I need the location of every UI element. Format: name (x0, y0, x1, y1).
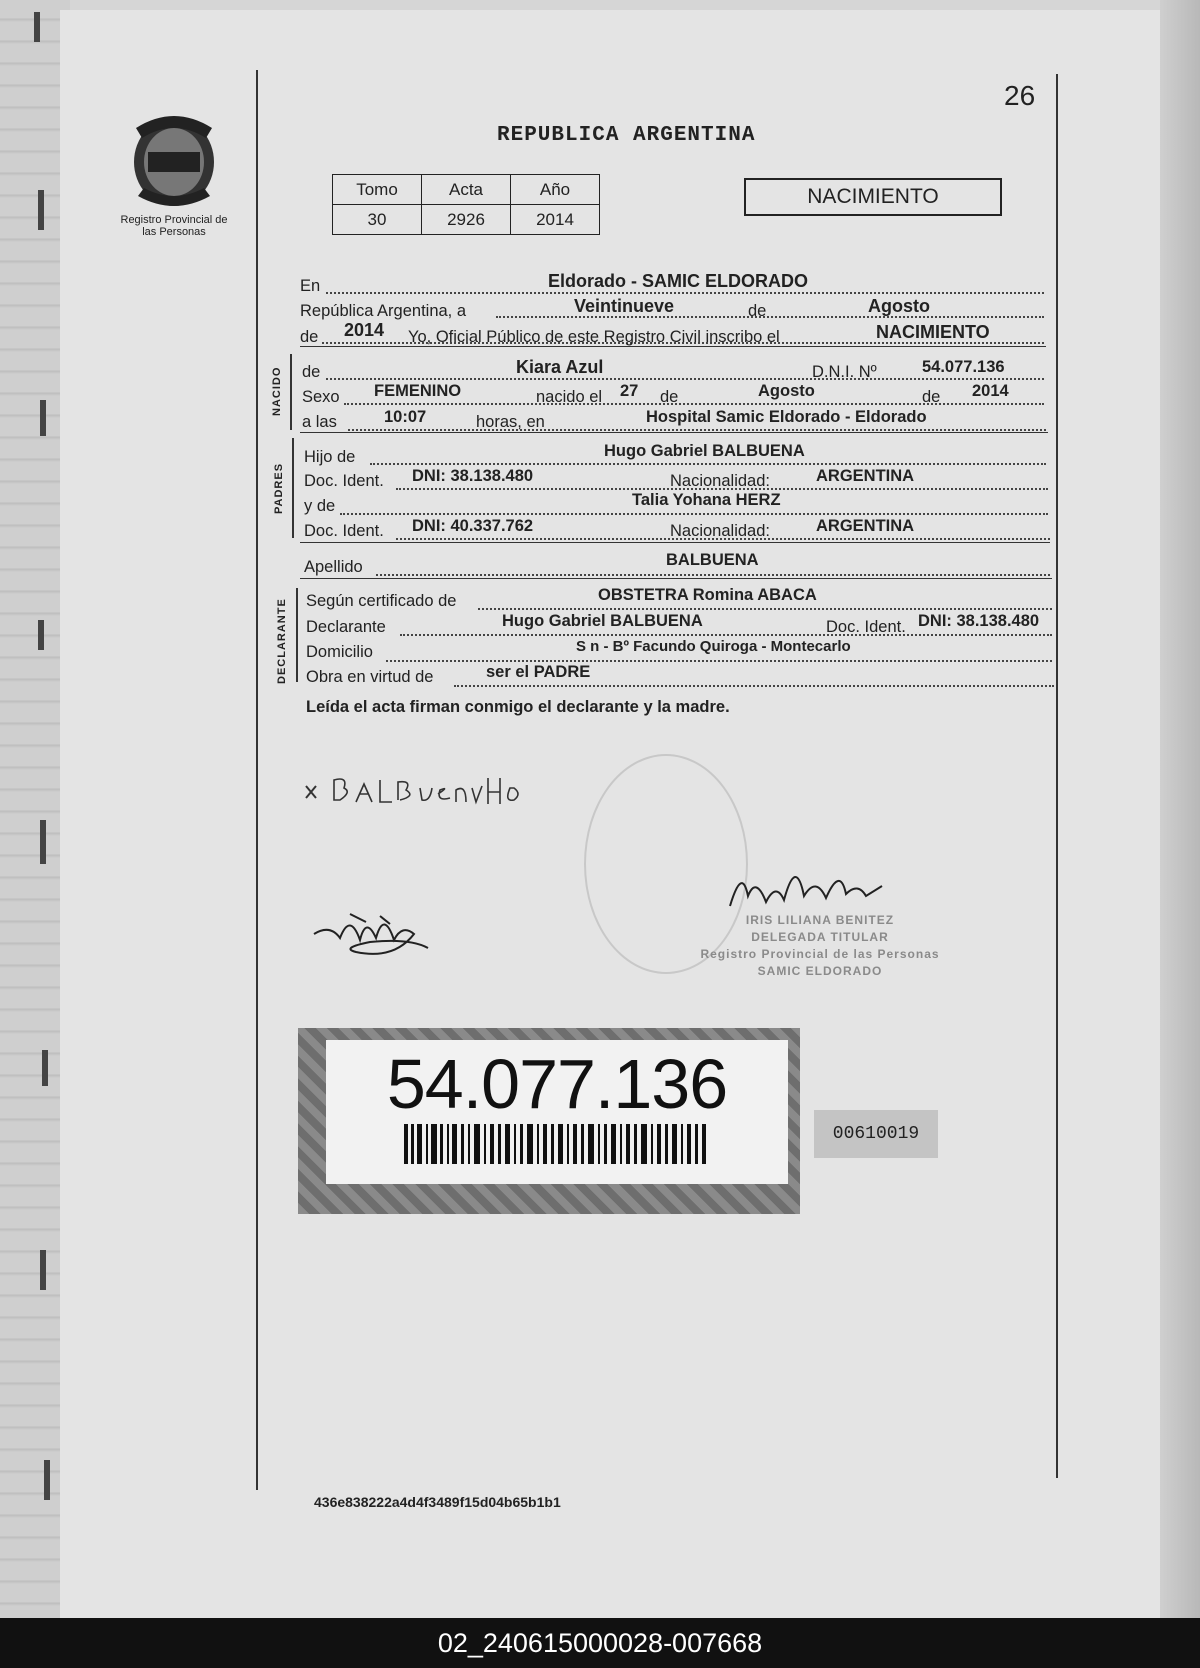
tomo-value: 30 (333, 205, 422, 235)
father-nac-label: Nacionalidad: (670, 472, 770, 490)
alas-label: a las (302, 413, 337, 431)
section-bracket (290, 354, 292, 430)
document-title: REPUBLICA ARGENTINA (497, 124, 756, 147)
mother-name-value: Talia Yohana HERZ (632, 491, 781, 509)
horas-label: horas, en (476, 413, 545, 431)
inscribo-text: Yo, Oficial Público de este Registro Civil inscribo el (408, 328, 780, 346)
tomo-header: Tomo (333, 175, 422, 205)
nacido-de-label: de (302, 363, 321, 381)
section-label-padres: PADRES (273, 462, 285, 514)
inscribo-value: NACIMIENTO (876, 322, 990, 342)
declarante-doc-label: Doc. Ident. (826, 618, 906, 636)
sexo-value: FEMENINO (374, 382, 462, 400)
page-number: 26 (1004, 80, 1036, 111)
birth-day-value: 27 (620, 382, 639, 400)
child-dni-value: 54.077.136 (922, 358, 1005, 376)
official-signature (726, 846, 896, 916)
certificado-label: Según certificado de (306, 592, 457, 610)
father-doc-value: DNI: 38.138.480 (412, 467, 534, 485)
register-table (332, 174, 600, 235)
provincial-seal-icon (126, 108, 222, 212)
dni-label: D.N.I. Nº (812, 363, 877, 381)
month-written-value: Agosto (868, 296, 930, 316)
mother-nac-label: Nacionalidad: (670, 522, 770, 540)
obra-label: Obra en virtud de (306, 668, 434, 686)
day-written-value: Veintinueve (574, 296, 675, 316)
divider (300, 578, 1052, 579)
barcode-bars (404, 1124, 706, 1164)
republica-label: República Argentina, a (300, 302, 467, 320)
record-type-box: NACIMIENTO (744, 178, 1002, 216)
birth-month-value: Agosto (758, 382, 815, 400)
y-de-label: y de (304, 497, 336, 515)
en-label: En (300, 277, 321, 295)
declarant-handwritten-name (300, 766, 530, 810)
mother-doc-label: Doc. Ident. (304, 522, 384, 540)
year-value: 2014 (344, 320, 385, 340)
certificado-value: OBSTETRA Romina ABACA (598, 586, 817, 604)
acta-value: 2926 (422, 205, 511, 235)
de-label: de (748, 302, 767, 320)
document-hash: 436e838222a4d4f3489f15d04b65b1b1 (314, 1494, 561, 1510)
anio-header: Año (511, 175, 600, 205)
birth-de-label: de (660, 388, 679, 406)
divider (300, 432, 1048, 433)
sexo-label: Sexo (302, 388, 340, 406)
nacido-el-label: nacido el (536, 388, 603, 406)
logo-caption: Registro Provincial de las Personas (120, 214, 228, 238)
section-bracket (292, 438, 294, 538)
apellido-label: Apellido (304, 558, 363, 576)
declarante-label: Declarante (306, 618, 386, 636)
section-bracket (296, 588, 298, 682)
scan-id-footer: 02_240615000028-007668 (437, 1628, 763, 1658)
father-name-value: Hugo Gabriel BALBUENA (604, 442, 805, 460)
hijo-de-label: Hijo de (304, 448, 356, 466)
mother-doc-value: DNI: 40.337.762 (412, 517, 534, 535)
section-label-declarante: DECLARANTE (276, 598, 288, 684)
birth-time-value: 10:07 (384, 408, 427, 426)
birth-place-value: Hospital Samic Eldorado - Eldorado (646, 408, 927, 426)
en-value: Eldorado - SAMIC ELDORADO (548, 271, 808, 291)
acta-header: Acta (422, 175, 511, 205)
apellido-value: BALBUENA (666, 551, 759, 569)
barcode-number: 54.077.136 (386, 1045, 728, 1123)
domicilio-value: S n - Bº Facundo Quiroga - Montecarlo (576, 638, 851, 655)
closing-statement: Leída el acta firman conmigo el declarante y la madre. (306, 698, 730, 716)
declarante-doc-value: DNI: 38.138.480 (918, 612, 1040, 630)
obra-value: ser el PADRE (486, 663, 591, 681)
page-edge (1160, 0, 1200, 1618)
official-stamp-text: IRIS LILIANA BENITEZ DELEGADA TITULAR Registro Provincial de las Personas SAMIC ELDORADO (700, 913, 940, 978)
left-margin-line (256, 70, 258, 1490)
father-nac-value: ARGENTINA (816, 467, 915, 485)
section-label-nacido: NACIDO (271, 366, 283, 416)
domicilio-label: Domicilio (306, 643, 373, 661)
declarante-value: Hugo Gabriel BALBUENA (502, 612, 703, 630)
child-name-value: Kiara Azul (516, 357, 604, 377)
right-margin-line (1056, 74, 1058, 1478)
serial-number: 00610019 (814, 1110, 938, 1158)
anio-value: 2014 (511, 205, 600, 235)
divider (300, 542, 1050, 543)
father-doc-label: Doc. Ident. (304, 472, 384, 490)
birth-de2-label: de (922, 388, 941, 406)
mother-nac-value: ARGENTINA (816, 517, 915, 535)
birth-year-value: 2014 (972, 382, 1009, 400)
de-year-label: de (300, 328, 319, 346)
mother-signature (310, 904, 450, 964)
